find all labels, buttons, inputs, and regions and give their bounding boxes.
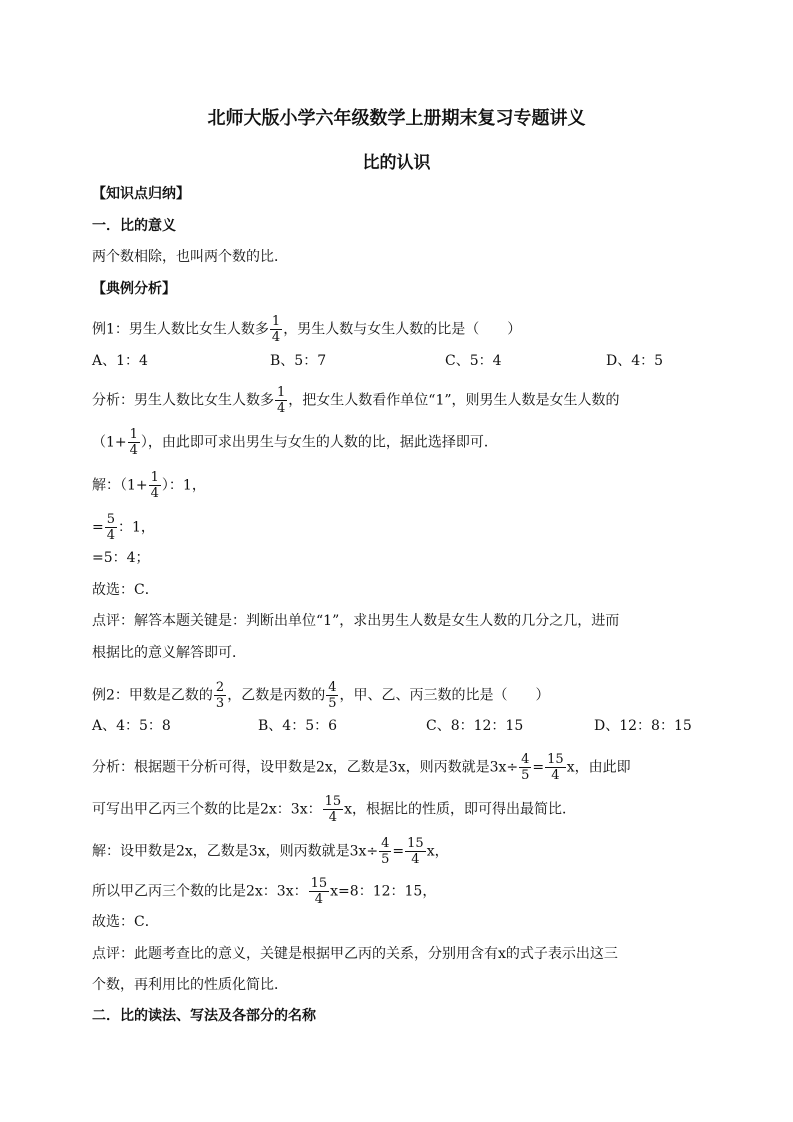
example2-comment-line1: 点评：此题考查比的意义，关键是根据甲乙丙的关系，分别用含有x的式子表示出这三 (92, 946, 618, 962)
fraction: $\frac{15}{4}$ (407, 836, 424, 867)
example2-option-a: A、4：5：8 (92, 718, 171, 734)
fraction: $\frac{1}{4}$ (129, 427, 138, 458)
example1-option-c: C、5：4 (445, 353, 502, 369)
fraction: $\frac{15}{4}$ (324, 794, 342, 825)
example1-comment-line2: 根据比的意义解答即可． (92, 645, 246, 661)
section2-heading: 二．比的读法、写法及各部分的名称 (92, 1008, 316, 1024)
example2-analysis-line2: 可写出甲乙丙三个数的比是2x：3x： $\frac{15}{4}$ x，根据比的性质，即可得出最简比． (92, 794, 577, 825)
example1-option-d: D、4：5 (606, 353, 664, 369)
section1-definition: 两个数相除，也叫两个数的比． (92, 249, 288, 265)
example1-comment-line1: 点评：解答本题关键是：判断出单位“1”，求出男生人数是女生人数的几分之几，进而 (92, 613, 620, 629)
fraction: $\frac{1}{4}$ (277, 385, 286, 416)
example2-analysis-line1: 分析：根据题干分析可得，设甲数是2x，乙数是3x，则丙数就是3x÷ $\frac{4}{5}$ = $\frac{15}{4}$ x，由此即 (92, 752, 631, 783)
example1-solution-line2: = $\frac{5}{4}$ ：1， (92, 512, 155, 543)
example2-solution-line1: 解：设甲数是2x，乙数是3x，则丙数就是3x÷ $\frac{4}{5}$ = $\frac{15}{4}$ x， (92, 836, 449, 867)
page-title: 北师大版小学六年级数学上册期末复习专题讲义 (207, 108, 586, 129)
example2-comment-line2: 个数，再利用比的性质化简比． (92, 977, 288, 993)
section1-heading: 一．比的意义 (92, 218, 176, 234)
fraction: $\frac{5}{4}$ (106, 512, 116, 543)
example1-choice: 故选：C． (92, 582, 159, 598)
fraction: $\frac{4}{5}$ (328, 680, 337, 711)
example1-analysis-line1: 分析：男生人数比女生人数多 $\frac{1}{4}$ ，把女生人数看作单位“1”，则男生人数是女生人数的 (92, 385, 620, 416)
fraction: $\frac{15}{4}$ (547, 752, 564, 783)
example1-option-a: A、1：4 (92, 353, 148, 369)
example2-solution-line2: 所以甲乙丙三个数的比是2x：3x： $\frac{15}{4}$ x=8：12：15， (92, 876, 437, 907)
example1-analysis-line2: （1+ $\frac{1}{4}$ ），由此即可求出男生与女生的人数的比，据此选择即可． (92, 427, 498, 458)
fraction: $\frac{1}{4}$ (150, 470, 159, 501)
example2-question: 例2：甲数是乙数的 $\frac{2}{3}$ ，乙数是丙数的 $\frac{4}{5}$ ，甲、乙、丙三数的比是（ ） (92, 680, 550, 711)
fraction: $\frac{2}{3}$ (215, 680, 225, 711)
example2-option-d: D、12：8：15 (594, 718, 692, 734)
example2-choice: 故选：C． (92, 914, 159, 930)
page-subtitle: 比的认识 (362, 153, 431, 173)
section-examples-heading: 【典例分析】 (92, 281, 176, 297)
fraction: $\frac{15}{4}$ (310, 876, 328, 907)
example1-solution-line1: 解：（1+ $\frac{1}{4}$ ）：1， (92, 470, 206, 501)
example2-option-c: C、8：12：15 (426, 718, 524, 734)
fraction: $\frac{1}{4}$ (271, 314, 281, 345)
fraction: $\frac{4}{5}$ (381, 836, 390, 867)
section-knowledge-heading: 【知识点归纳】 (92, 186, 190, 202)
example1-option-b: B、5：7 (270, 353, 327, 369)
example1-solution-line3: =5：4； (92, 550, 150, 566)
fraction: $\frac{4}{5}$ (521, 752, 530, 783)
example2-option-b: B、4：5：6 (258, 718, 338, 734)
example1-question: 例1：男生人数比女生人数多 $\frac{1}{4}$ ，男生人数与女生人数的比是（ ） (92, 314, 522, 345)
